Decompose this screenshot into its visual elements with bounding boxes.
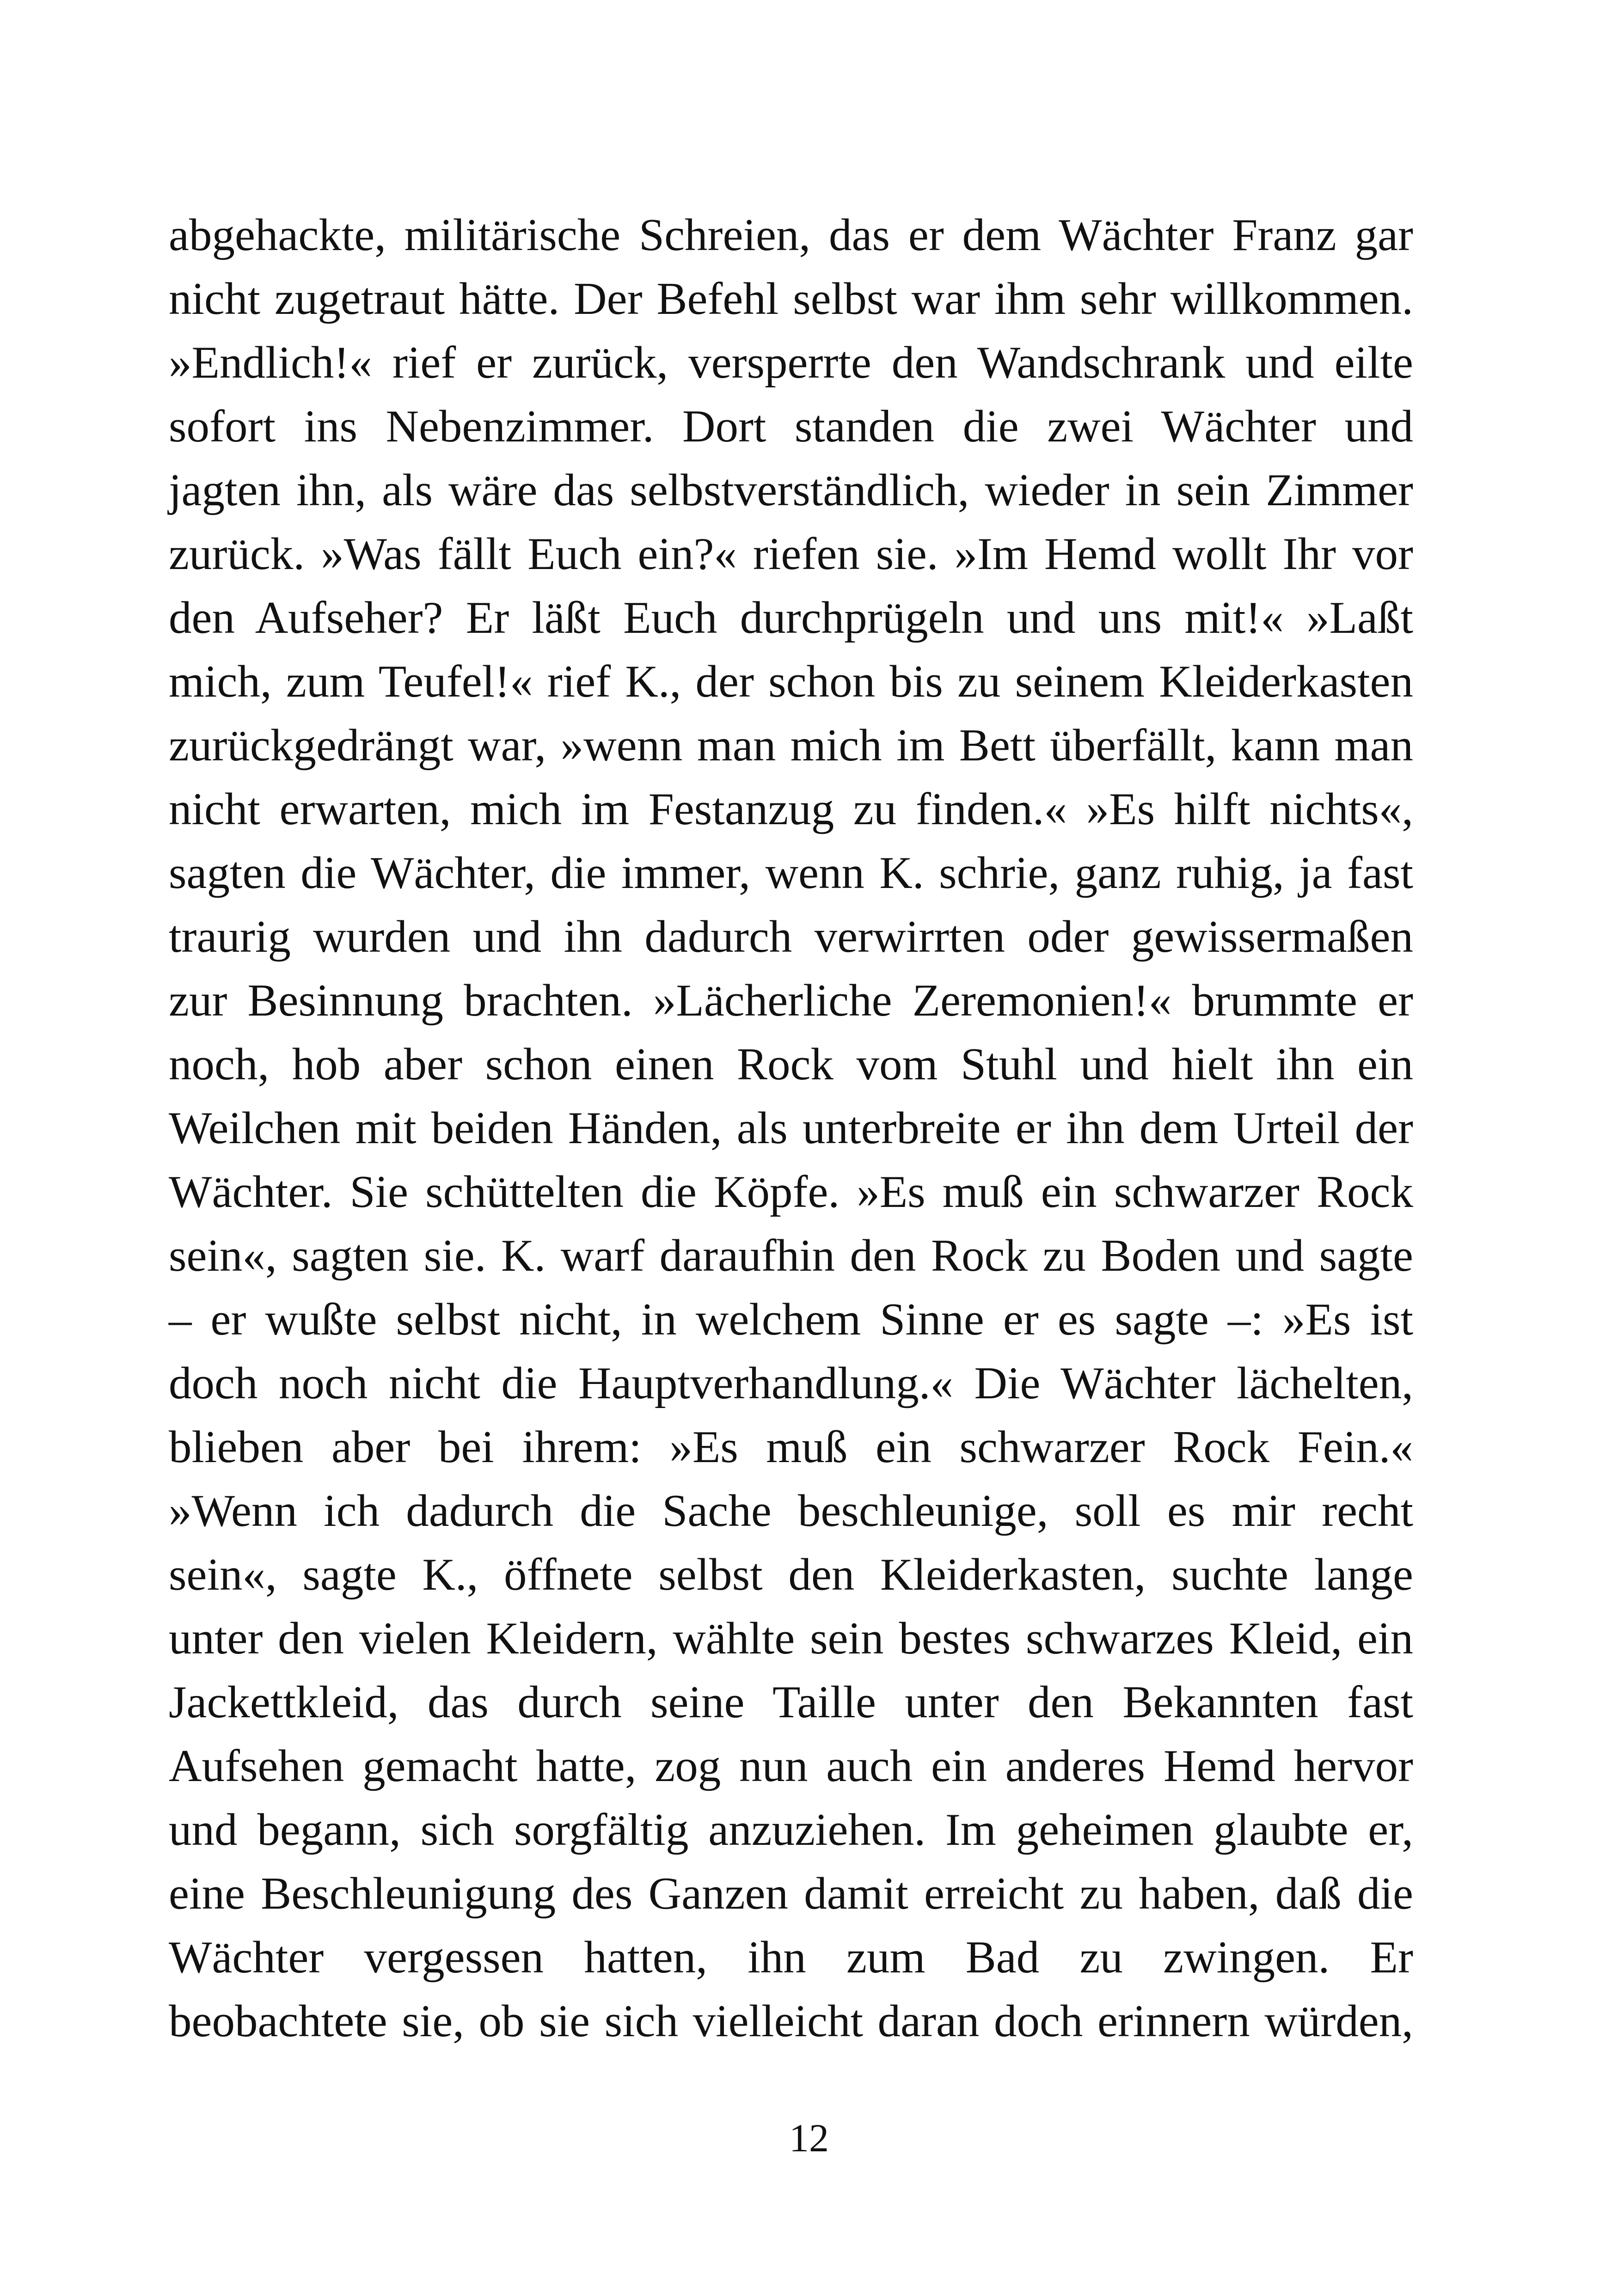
text-line-4: sofort ins Nebenzimmer. Dort standen die zwei Wächter und [169,401,1413,452]
text-line-12: traurig wurden und ihn dadurch verwirrten oder gewissermaßen [169,912,1413,962]
text-line-26: und begann, sich sorgfältig anzuziehen. Im geheimen glaubte er, [169,1805,1413,1855]
text-line-1: abgehackte, militärische Schreien, das er dem Wächter Franz gar [169,210,1413,260]
text-line-5: jagten ihn, als wäre das selbstverständlich, wieder in sein Zimmer [169,465,1413,515]
text-line-17: sein«, sagten sie. K. warf daraufhin den Rock zu Boden und sagte [169,1231,1413,1281]
text-line-7: den Aufseher? Er läßt Euch durchprügeln und uns mit!« »Laßt [169,593,1413,643]
text-line-11: sagten die Wächter, die immer, wenn K. schrie, ganz ruhig, ja fast [169,848,1413,898]
text-line-28: Wächter vergessen hatten, ihn zum Bad zu zwingen. Er [169,1932,1413,1983]
text-line-10: nicht erwarten, mich im Festanzug zu finden.« »Es hilft nichts«, [169,784,1413,834]
text-line-19: doch noch nicht die Hauptverhandlung.« Die Wächter lächelten, [169,1358,1413,1408]
text-line-22: sein«, sagte K., öffnete selbst den Kleiderkasten, suchte lange [169,1549,1413,1600]
text-line-24: Jackettkleid, das durch seine Taille unter den Bekannten fast [169,1677,1413,1727]
body-text [169,203,1413,2053]
text-line-2: nicht zugetraut hätte. Der Befehl selbst war ihm sehr willkommen. [169,274,1413,324]
text-line-14: noch, hob aber schon einen Rock vom Stuhl und hielt ihn ein [169,1039,1413,1090]
text-line-29: beobachtete sie, ob sie sich vielleicht daran doch erinnern würden, [169,1996,1413,2046]
text-line-8: mich, zum Teufel!« rief K., der schon bis zu seinem Kleiderkasten [169,656,1413,707]
text-line-20: blieben aber bei ihrem: »Es muß ein schwarzer Rock Fein.« [169,1422,1413,1472]
text-line-3: »Endlich!« rief er zurück, versperrte den Wandschrank und eilte [169,337,1413,388]
text-line-23: unter den vielen Kleidern, wählte sein bestes schwarzes Kleid, ein [169,1613,1413,1664]
text-line-15: Weilchen mit beiden Händen, als unterbreite er ihn dem Urteil der [169,1103,1413,1153]
text-line-21: »Wenn ich dadurch die Sache beschleunige, soll es mir recht [169,1486,1413,1536]
text-line-9: zurückgedrängt war, »wenn man mich im Bett überfällt, kann man [169,720,1413,771]
text-line-6: zurück. »Was fällt Euch ein?« riefen sie. »Im Hemd wollt Ihr vor [169,529,1413,579]
text-line-16: Wächter. Sie schüttelten die Köpfe. »Es muß ein schwarzer Rock [169,1167,1413,1217]
text-line-18: – er wußte selbst nicht, in welchem Sinne er es sagte –: »Es ist [169,1294,1413,1345]
text-line-27: eine Beschleunigung des Ganzen damit erreicht zu haben, daß die [169,1868,1413,1919]
page-number: 12 [789,2116,829,2160]
text-line-13: zur Besinnung brachten. »Lächerliche Zeremonien!« brummte er [169,975,1413,1026]
text-line-25: Aufsehen gemacht hatte, zog nun auch ein anderes Hemd hervor [169,1741,1413,1791]
